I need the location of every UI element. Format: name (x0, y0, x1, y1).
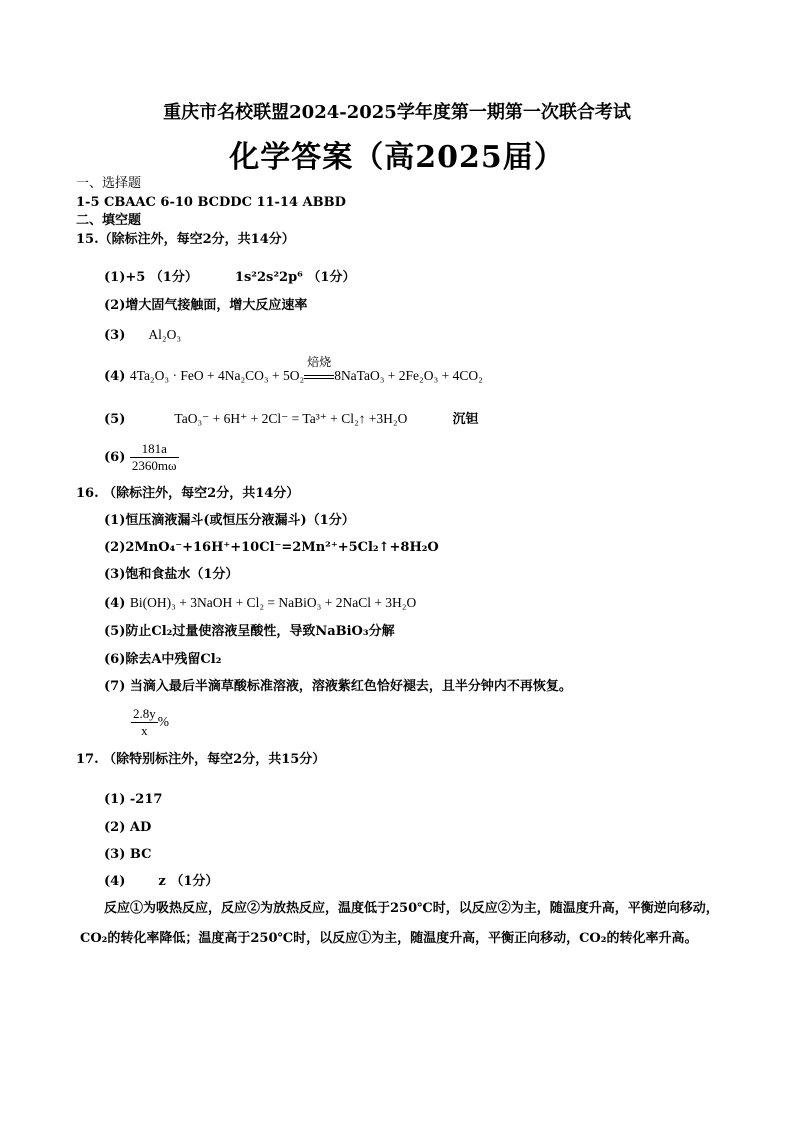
q17-heading: 17. （除特别标注外，每空2分，共15分） (76, 752, 326, 767)
q16-p7-fraction (131, 706, 158, 739)
q16-part1: (1)恒压滴液漏斗(或恒压分液漏斗)（1分） (104, 513, 355, 528)
q15-p4-left: 4Ta₂O₃ · FeO + 4Na₂CO₃ + 5O₂ (129, 368, 305, 383)
q17-part4 (104, 874, 218, 890)
section2-heading: 二、填空题 (76, 213, 142, 228)
q15-p1-label: (1)+5 （1分） (104, 270, 198, 285)
q15-part2: (2)增大固气接触面，增大反应速率 (104, 298, 308, 313)
reaction-condition-arrow (304, 355, 334, 385)
q15-heading: 15.（除标注外，每空2分，共14分） (76, 232, 295, 247)
q15-p5-extra: 沉钽 (452, 412, 479, 427)
q16-part6: (6)除去A中残留Cl₂ (104, 652, 222, 667)
q16-p4-label: (4) (104, 596, 126, 611)
q17-part1: (1) -217 (104, 792, 163, 807)
q17-p4-answer: z （1分） (158, 874, 219, 889)
q16-p7-denominator: x (141, 723, 148, 738)
q17-p4-label: (4) (104, 874, 126, 889)
q16-p4-formula: Bi(OH)₃ + 3NaOH + Cl₂ = NaBiO₃ + 2NaCl + 3H₂O (129, 595, 417, 610)
q16-part3: (3)饱和食盐水（1分） (104, 567, 239, 582)
q15-part5 (104, 411, 478, 428)
q15-p4-label: (4) (104, 369, 126, 384)
q15-p6-numerator: 181a (130, 441, 179, 458)
q15-p6-denominator: 2360mω (131, 458, 177, 473)
q15-p5-label: (5) (104, 412, 126, 427)
q15-p4-right: 8NaTaO₃ + 2Fe₂O₃ + 4CO₂ (334, 368, 483, 383)
answer-title: 化学答案（高2025届） (229, 140, 565, 175)
q15-part6 (104, 441, 179, 477)
q15-p6-label: (6) (104, 450, 126, 465)
q17-part3: (3) BC (104, 847, 152, 862)
q15-p6-fraction (130, 441, 179, 474)
reaction-condition: 焙烧 (307, 355, 332, 369)
section1-heading: 一、选择题 (76, 176, 142, 191)
q15-part4 (104, 355, 483, 385)
q15-p5-formula: TaO₃⁻ + 6H⁺ + 2Cl⁻ = Ta³⁺ + Cl₂↑ +3H₂O (174, 411, 408, 426)
q16-part2: (2)2MnO₄⁻+16H⁺+10Cl⁻=2Mn²⁺+5Cl₂↑+8H₂O (104, 540, 439, 555)
exam-title: 重庆市名校联盟2024-2025学年度第一期第一次联合考试 (163, 102, 631, 123)
choice-answers: 1-5 CBAAC 6-10 BCDDC 11-14 ABBD (76, 195, 346, 210)
q16-part5: (5)防止Cl₂过量使溶液呈酸性，导致NaBiO₃分解 (104, 624, 395, 639)
q15-p3-label: (3) (104, 328, 126, 343)
q17-explanation: 反应①为吸热反应，反应②为放热反应，温度低于250℃时，以反应②为主，随温度升高，平衡逆向移动，CO₂的转化率降低；温度高于250℃时，以反应①为主，随温度升高，平衡正向移动，CO₂的转化率升高。 (80, 901, 719, 946)
q16-p7-numerator: 2.8y (133, 706, 156, 721)
q17-part2: (2) AD (104, 820, 152, 835)
q16-part7-result (131, 705, 169, 741)
q15-p1-config: 1s²2s²2p⁶ （1分） (234, 270, 356, 285)
q16-part4 (104, 595, 416, 612)
q15-part1 (104, 270, 355, 286)
q16-p7-unit: % (157, 714, 169, 729)
q15-p3-formula: Al₂O₃ (148, 327, 182, 342)
q15-part3 (104, 327, 181, 344)
q16-part7: (7) 当滴入最后半滴草酸标准溶液，溶液紫红色恰好褪去，且半分钟内不再恢复。 (104, 679, 572, 694)
q16-heading: 16. （除标注外，每空2分，共14分） (76, 486, 300, 501)
